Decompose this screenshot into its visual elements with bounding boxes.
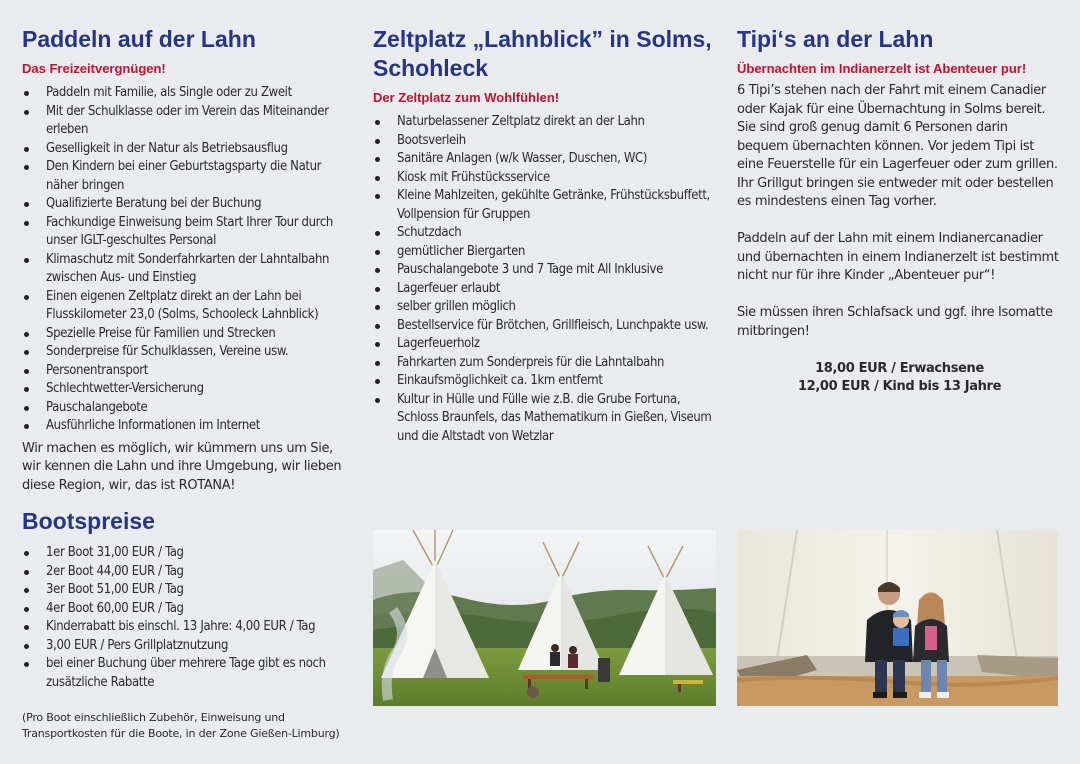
list-item: bei einer Buchung über mehrere Tage gibt es noch zusätzliche Rabatte: [22, 655, 354, 692]
list-item: 3er Boot 51,00 EUR / Tag: [22, 581, 354, 600]
list-item: selber grillen möglich: [373, 298, 717, 317]
list-item: Naturbelassener Zeltplatz direkt an der Lahn: [373, 113, 717, 132]
bootspreise-title: Bootspreise: [22, 508, 155, 534]
zeltplatz-title: Zeltplatz „Lahnblick” in Solms, Schohleck: [373, 26, 712, 81]
list-item: Klimaschutz mit Sonderfahrkarten der Lahntalbahn zwischen Aus- und Einstieg: [22, 251, 354, 288]
list-item: Geselligkeit in der Natur als Betriebsausflug: [22, 140, 354, 159]
list-item: Pauschalangebote 3 und 7 Tage mit All Inklusive: [373, 261, 717, 280]
list-item: Den Kindern bei einer Geburtstagsparty die Natur näher bringen: [22, 158, 354, 195]
list-item: Fahrkarten zum Sonderpreis für die Lahntalbahn: [373, 354, 717, 373]
list-item: Einen eigenen Zeltplatz direkt an der Lahn bei Flusskilometer 23,0 (Solms, Schooleck Lahnblick): [22, 288, 354, 325]
list-item: Paddeln mit Familie, als Single oder zu Zweit: [22, 84, 354, 103]
list-item: Einkaufsmöglichkeit ca. 1km entfernt: [373, 372, 717, 391]
list-item: Sanitäre Anlagen (w/k Wasser, Duschen, WC): [373, 150, 717, 169]
list-item: gemütlicher Biergarten: [373, 243, 717, 262]
list-item: Bootsverleih: [373, 132, 717, 151]
price-child: 12,00 EUR / Kind bis 13 Jahre: [797, 379, 1002, 394]
list-item: Schutzdach: [373, 224, 717, 243]
zeltplatz-list: [373, 113, 717, 446]
tipi-subtitle: Übernachten im Indianerzelt ist Abenteuer pur!: [737, 61, 1027, 76]
list-item: Personentransport: [22, 362, 354, 381]
tipi-title: Tipi‘s an der Lahn: [737, 26, 934, 52]
tipi-paragraph: Sie müssen ihren Schlafsack und ggf. ihre Isomatte mitbringen!: [737, 305, 1053, 339]
list-item: Lagerfeuerholz: [373, 335, 717, 354]
list-item: 2er Boot 44,00 EUR / Tag: [22, 563, 354, 582]
list-item: 1er Boot 31,00 EUR / Tag: [22, 544, 354, 563]
list-item: Kleine Mahlzeiten, gekühlte Getränke, Frühstücksbuffett, Vollpension für Gruppen: [373, 187, 717, 224]
tipi-paragraph: Paddeln auf der Lahn mit einem Indianercanadier und übernachten in einem Indianerzelt ist bestimmt nicht nur für ihre Kinder „Abenteuer pur“!: [737, 231, 1059, 283]
list-item: Lagerfeuer erlaubt: [373, 280, 717, 299]
list-item: 3,00 EUR / Pers Grillplatznutzung: [22, 637, 354, 656]
family-in-tipi-photo: [737, 530, 1058, 706]
bootspreise-list: [22, 544, 354, 692]
price-adult: 18,00 EUR / Erwachsene: [815, 360, 984, 376]
list-item: Kinderrabatt bis einschl. 13 Jahre: 4,00 EUR / Tag: [22, 618, 354, 637]
list-item: Sonderpreise für Schulklassen, Vereine usw.: [22, 343, 354, 362]
column-paddeln: [22, 0, 354, 742]
bootspreise-footnote: (Pro Boot einschließlich Zubehör, Einweisung und Transportkosten für die Boote, in der Zone Gießen-Limburg): [22, 711, 340, 740]
list-item: Kultur in Hülle und Fülle wie z.B. die Grube Fortuna, Schloss Braunfels, das Mathematikum in Gießen, Viseum und die Altstadt von Wetzlar: [373, 391, 717, 447]
list-item: Qualifizierte Beratung bei der Buchung: [22, 195, 354, 214]
column-tipi: [737, 0, 1062, 397]
list-item: 4er Boot 60,00 EUR / Tag: [22, 600, 354, 619]
tipi-camp-photo: [373, 530, 716, 706]
paddeln-outro: Wir machen es möglich, wir kümmern uns um Sie, wir kennen die Lahn und ihre Umgebung, wir lieben diese Region, wir, das ist ROTANA!: [22, 440, 342, 493]
list-item: Spezielle Preise für Familien und Strecken: [22, 325, 354, 344]
paddeln-list: [22, 84, 354, 436]
list-item: Kiosk mit Frühstücksservice: [373, 169, 717, 188]
list-item: Schlechtwetter-Versicherung: [22, 380, 354, 399]
list-item: Fachkundige Einweisung beim Start Ihrer Tour durch unser IGLT-geschultes Personal: [22, 214, 354, 251]
list-item: Pauschalangebote: [22, 399, 354, 418]
zeltplatz-subtitle: Der Zeltplatz zum Wohlfühlen!: [373, 90, 560, 105]
list-item: Ausführliche Informationen im Internet: [22, 417, 354, 436]
list-item: Mit der Schulklasse oder im Verein das Miteinander erleben: [22, 103, 354, 140]
paddeln-title: Paddeln auf der Lahn: [22, 26, 256, 52]
list-item: Bestellservice für Brötchen, Grillfleisch, Lunchpakte usw.: [373, 317, 717, 336]
paddeln-subtitle: Das Freizeitvergnügen!: [22, 61, 166, 76]
tipi-paragraph: 6 Tipi’s stehen nach der Fahrt mit einem Canadier oder Kajak für eine Übernachtung in Solms bereit. Sie sind groß genug damit 6 Personen darin bequem übernachten können. Vor jedem Tipi ist eine Feuerstelle für ein Lagerfeuer oder zum grillen. Ihr Grillgut bringen sie entweder mit oder bestellen es mindestens einen Tag vorher.: [737, 83, 1058, 209]
column-zeltplatz: [373, 0, 717, 446]
